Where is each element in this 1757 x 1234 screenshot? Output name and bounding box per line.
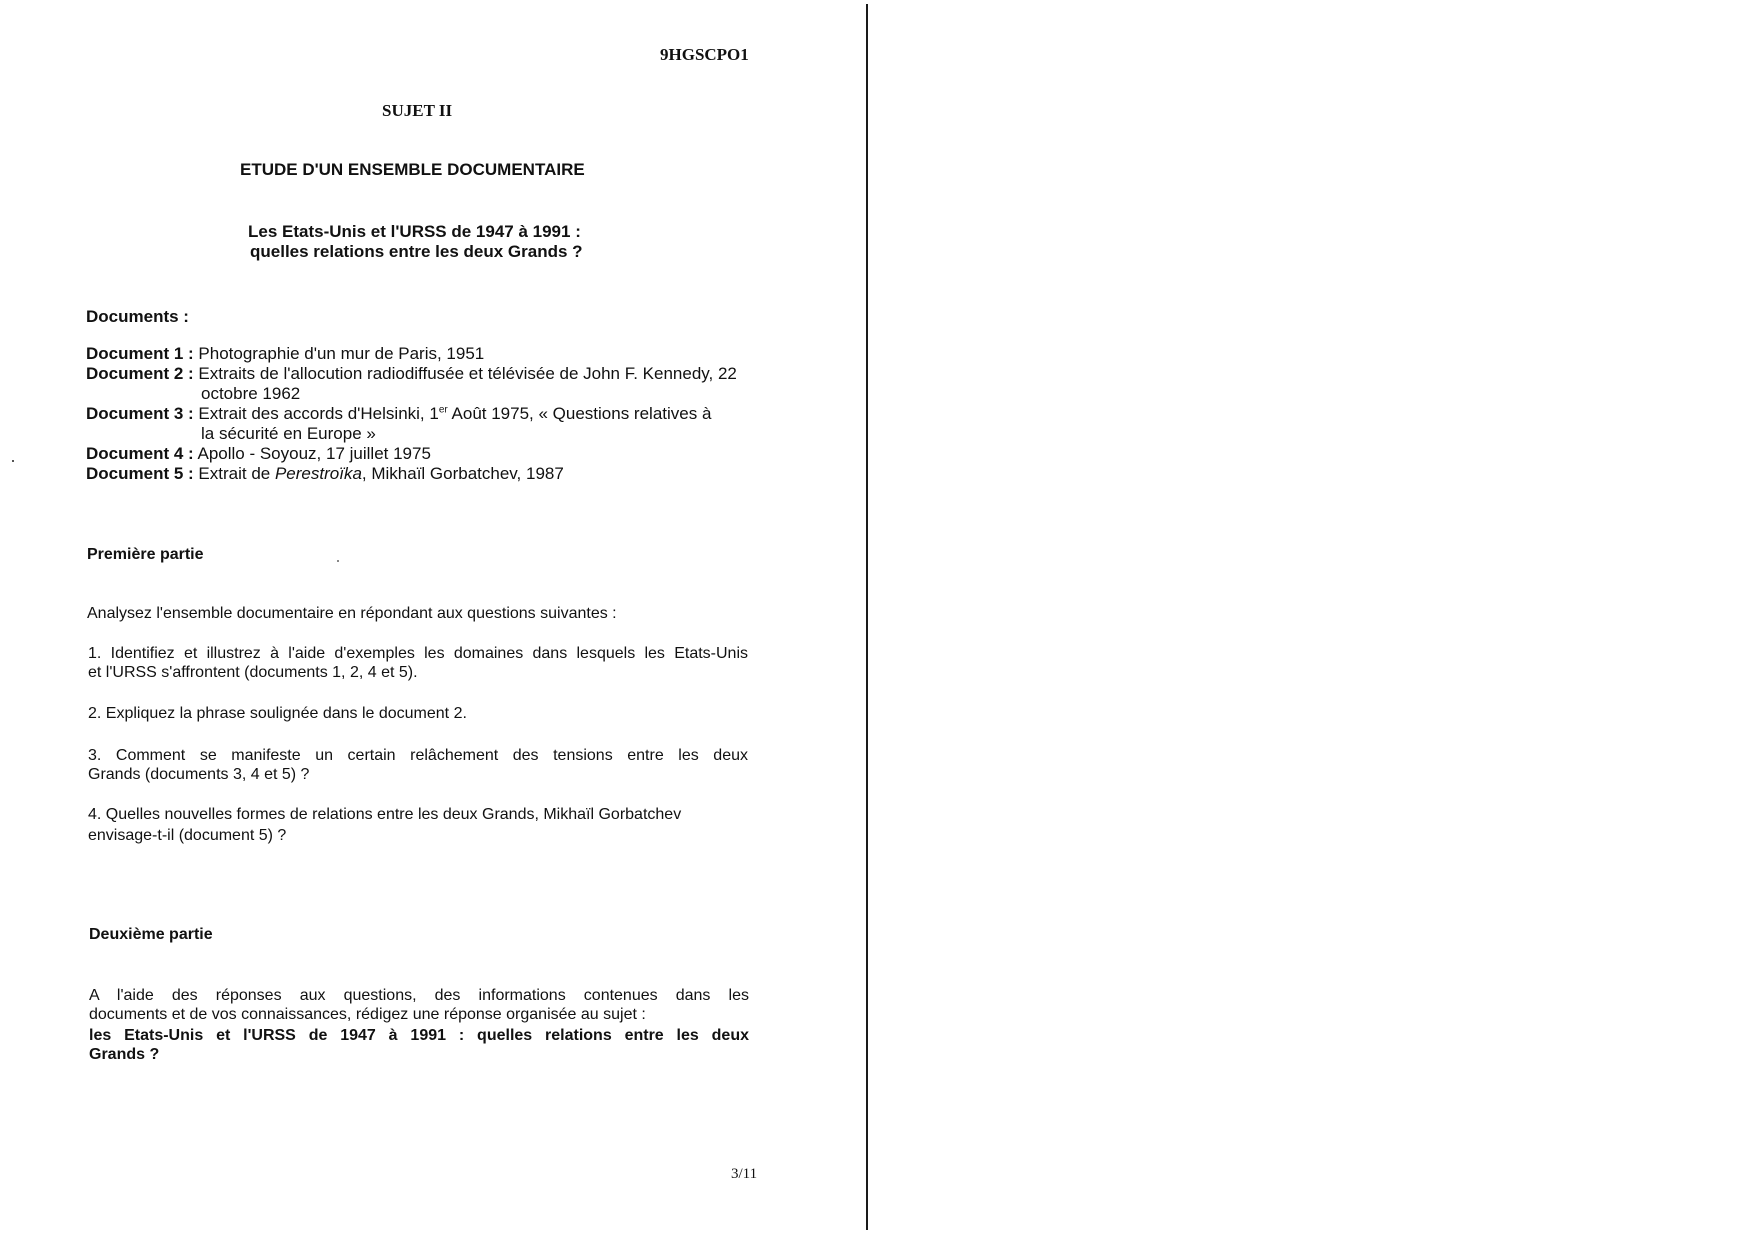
documents-heading: Documents : [86, 307, 189, 326]
document-4-line [86, 444, 431, 464]
document-2-continuation: octobre 1962 [201, 384, 301, 403]
document-1-label: Document 1 : [86, 344, 194, 363]
question-4-line-1: 4. Quelles nouvelles formes de relations entre les deux Grands, Mikhaïl Gorbatchev [88, 806, 682, 823]
document-4-text: Apollo - Soyouz, 17 juillet 1975 [197, 444, 431, 463]
question-3-line-2: Grands (documents 3, 4 et 5) ? [88, 766, 310, 783]
part-2-line-2: documents et de vos connaissances, rédigez une réponse organisée au sujet : [89, 1006, 646, 1023]
document-3-line [86, 404, 711, 424]
scan-speck [337, 560, 339, 562]
document-2-text: Extraits de l'allocution radiodiffusée et télévisée de John F. Kennedy, 22 [198, 364, 737, 383]
document-2-label: Document 2 : [86, 364, 194, 383]
page-number: 3/11 [731, 1166, 758, 1182]
document-2-line [86, 364, 737, 384]
document-3-text-before: Extrait des accords d'Helsinki, 1 [198, 404, 439, 423]
page-divider-line [866, 4, 868, 1230]
document-1-line [86, 344, 484, 364]
exercise-title: ETUDE D'UN ENSEMBLE DOCUMENTAIRE [240, 160, 585, 179]
part-2-subject-line-2: Grands ? [89, 1046, 160, 1063]
question-2: 2. Expliquez la phrase soulignée dans le document 2. [88, 705, 467, 722]
document-3-continuation: la sécurité en Europe » [201, 424, 376, 443]
theme-line-1: Les Etats-Unis et l'URSS de 1947 à 1991 : [248, 222, 581, 241]
document-3-superscript: er [438, 404, 448, 416]
question-1-line-1: 1. Identifiez et illustrez à l'aide d'exemples les domaines dans lesquels les Etats-Unis [88, 645, 748, 662]
part-2-heading: Deuxième partie [89, 926, 213, 943]
document-4-label: Document 4 : [86, 444, 194, 463]
document-page [0, 0, 862, 1234]
part-2-subject-line-1: les Etats-Unis et l'URSS de 1947 à 1991 : quelles relations entre les deux [89, 1027, 749, 1044]
part-2-line-1: A l'aide des réponses aux questions, des informations contenues dans les [89, 987, 749, 1004]
scan-speck [12, 460, 14, 462]
document-5-text-before: Extrait de [198, 464, 275, 483]
document-5-italic: Perestroïka [274, 464, 362, 483]
subject-code: 9HGSCPO1 [660, 45, 749, 64]
document-5-line [86, 464, 564, 484]
part-1-heading: Première partie [87, 546, 204, 563]
sujet-heading: SUJET II [382, 101, 453, 120]
question-1-line-2: et l'URSS s'affrontent (documents 1, 2, 4 et 5). [88, 664, 418, 681]
part-1-intro: Analysez l'ensemble documentaire en répondant aux questions suivantes : [87, 605, 617, 622]
document-3-text-after: Août 1975, « Questions relatives à [447, 404, 712, 423]
question-4-line-2: envisage-t-il (document 5) ? [88, 827, 287, 844]
theme-line-2: quelles relations entre les deux Grands ? [250, 242, 583, 261]
document-5-label: Document 5 : [86, 464, 194, 483]
document-3-label: Document 3 : [86, 404, 194, 423]
document-5-text-after: , Mikhaïl Gorbatchev, 1987 [361, 464, 564, 483]
document-1-text: Photographie d'un mur de Paris, 1951 [198, 344, 485, 363]
question-3-line-1: 3. Comment se manifeste un certain relâchement des tensions entre les deux [88, 747, 748, 764]
